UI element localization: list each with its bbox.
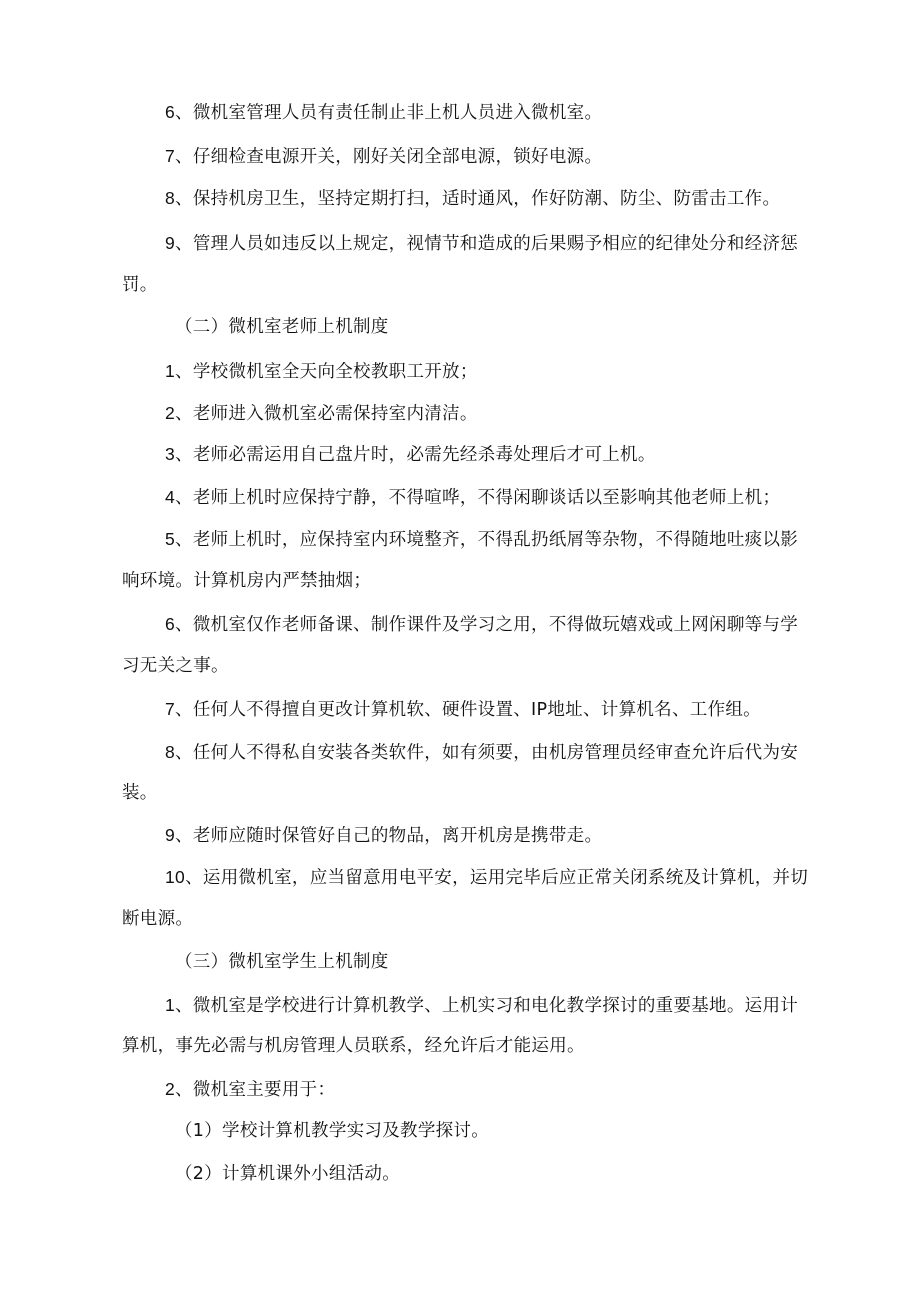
list-item: 4、老师上机时应保持宁静，不得喧哗，不得闲聊谈话以至影响其他老师上机； bbox=[165, 487, 781, 508]
list-item: 1、学校微机室全天向全校教职工开放； bbox=[165, 361, 478, 382]
list-item: 6、微机室管理人员有责任制止非上机人员进入微机室。 bbox=[165, 102, 603, 123]
list-item-continuation: 响环境。计算机房内严禁抽烟； bbox=[122, 571, 372, 591]
list-item: 8、任何人不得私自安装各类软件，如有须要，由机房管理员经审查允许后代为安 bbox=[165, 742, 799, 763]
list-item: 5、老师上机时，应保持室内环境整齐，不得乱扔纸屑等杂物，不得随地吐痰以影 bbox=[165, 529, 799, 550]
list-item-continuation: 习无关之事。 bbox=[122, 656, 229, 676]
list-item: 3、老师必需运用自己盘片时，必需先经杀毒处理后才可上机。 bbox=[165, 444, 656, 465]
section-heading: （三）微机室学生上机制度 bbox=[175, 952, 389, 972]
list-item: 9、管理人员如违反以上规定，视情节和造成的后果赐予相应的纪律处分和经济惩 bbox=[165, 233, 799, 254]
list-item-continuation: 算机，事先必需与机房管理人员联系，经允许后才能运用。 bbox=[122, 1036, 585, 1056]
sub-list-item: （2）计算机课外小组活动。 bbox=[175, 1164, 401, 1184]
list-item-continuation: 罚。 bbox=[122, 275, 158, 295]
list-item: 7、仔细检查电源开关，刚好关闭全部电源，锁好电源。 bbox=[165, 146, 603, 167]
sub-list-item: （1）学校计算机教学实习及教学探讨。 bbox=[175, 1121, 490, 1141]
list-item: 2、微机室主要用于： bbox=[165, 1079, 336, 1100]
list-item: 8、保持机房卫生，坚持定期打扫，适时通风，作好防潮、防尘、防雷击工作。 bbox=[165, 188, 781, 209]
list-item: 6、微机室仅作老师备课、制作课件及学习之用，不得做玩嬉戏或上网闲聊等与学 bbox=[165, 614, 799, 635]
list-item-continuation: 装。 bbox=[122, 783, 158, 803]
list-item-continuation: 断电源。 bbox=[122, 909, 194, 929]
section-heading: （二）微机室老师上机制度 bbox=[175, 317, 389, 337]
list-item: 1、微机室是学校进行计算机教学、上机实习和电化教学探讨的重要基地。运用计 bbox=[165, 995, 799, 1016]
list-item: 2、老师进入微机室必需保持室内清洁。 bbox=[165, 403, 478, 424]
list-item: 9、老师应随时保管好自己的物品，离开机房是携带走。 bbox=[165, 825, 603, 846]
list-item: 7、任何人不得擅自更改计算机软、硬件设置、IP地址、计算机名、工作组。 bbox=[165, 699, 761, 720]
list-item: 10、运用微机室，应当留意用电平安，运用完毕后应正常关闭系统及计算机，并切 bbox=[165, 867, 809, 888]
